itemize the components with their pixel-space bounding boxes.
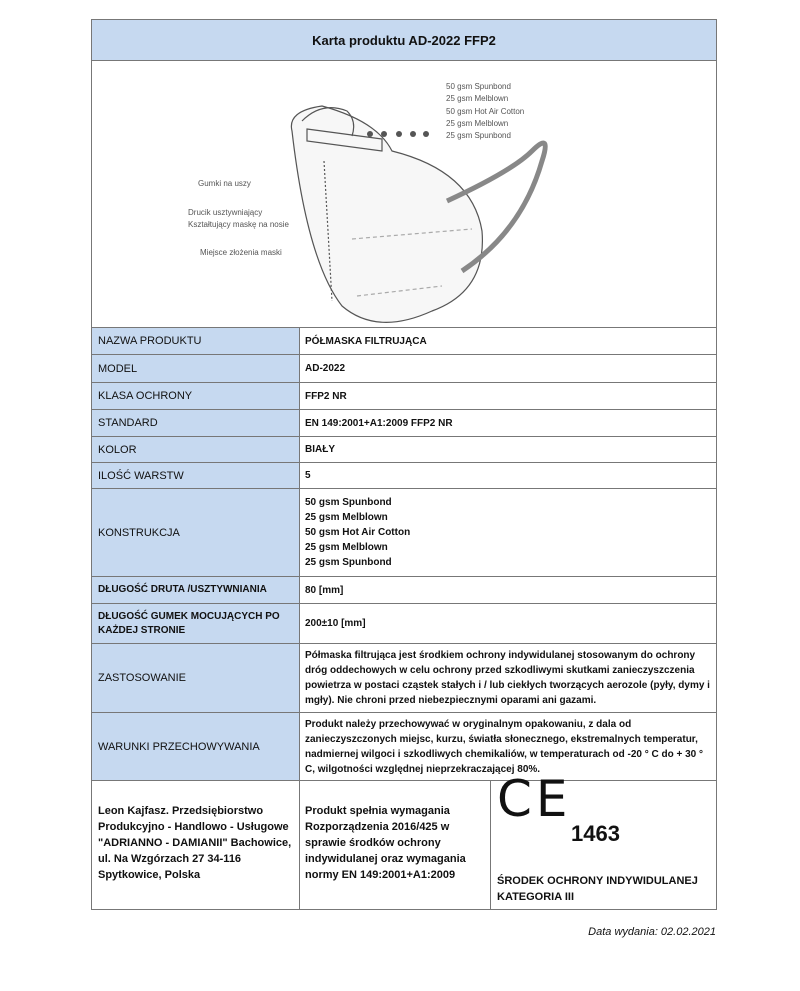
card-title: Karta produktu AD-2022 FFP2	[92, 20, 716, 61]
layer-label: 25 gsm Spunbond	[446, 131, 511, 141]
spec-value	[300, 604, 716, 643]
spec-value	[300, 644, 716, 712]
spec-row	[92, 355, 716, 383]
spec-value-line: 25 gsm Spunbond	[305, 557, 392, 568]
spec-label: ILOŚĆ WARSTW	[92, 463, 300, 488]
spec-label: KOLOR	[92, 437, 300, 462]
ear-loop-label: Gumki na uszy	[198, 179, 251, 188]
spec-row	[92, 328, 716, 355]
spec-value	[300, 463, 716, 488]
spec-value	[300, 355, 716, 382]
spec-label: DŁUGOŚĆ DRUTA /USZTYWNIANIA	[92, 577, 300, 603]
layer-label: 50 gsm Spunbond	[446, 82, 511, 91]
product-card	[91, 19, 717, 910]
spec-value-line: Półmaska filtrująca jest środkiem ochrony indywidulanej stosowanym do ochrony dróg oddechowych w celu ochrony przed szkodliwymi skutkami zanieczyszczenia powietrza w postaci cząstek stałych i / lub ciekłych tworzących aerozole (pyły, dymy i mgły). Nie chroni przed niebezpiecznymi oparami ani gazami.	[305, 650, 710, 706]
spec-label: NAZWA PRODUKTU	[92, 328, 300, 354]
spec-value	[300, 383, 716, 409]
spec-row	[92, 437, 716, 463]
ppe-category: ŚRODEK OCHRONY INDYWIDULANEJ KATEGORIA III	[497, 875, 698, 903]
fold-label: Miejsce złożenia maski	[200, 248, 282, 257]
nose-wire-label-2: Kształtujący maskę na nosie	[188, 220, 289, 229]
spec-label: MODEL	[92, 355, 300, 382]
compliance-info: Produkt spełnia wymagania Rozporządzenia 2016/425 w sprawie środków ochrony indywidulanej oraz wymagania normy EN 149:2001+A1:2009	[300, 781, 491, 909]
spec-value-line: PÓŁMASKA FILTRUJĄCA	[305, 335, 427, 347]
spec-value-line: 80 [mm]	[305, 584, 344, 596]
spec-value	[300, 410, 716, 436]
manufacturer-info: Leon Kajfasz. Przedsiębiorstwo Produkcyjno - Handlowo - Usługowe "ADRIANNO - DAMIANII" Bachowice, ul. Na Wzgórzach 27 34-116 Spytkowice, Polska	[92, 781, 300, 909]
ce-mark: CE	[497, 770, 572, 828]
mask-diagram	[92, 61, 716, 328]
nose-wire-label: Drucik usztywniający	[188, 208, 263, 217]
layer-label: 50 gsm Hot Air Cotton	[446, 106, 525, 116]
spec-value	[300, 437, 716, 462]
spec-value-line: AD-2022	[305, 363, 346, 374]
spec-value-line: Produkt należy przechowywać w oryginalnym opakowaniu, z dala od zanieczyszczonych miejsc, kurzu, światła słonecznego, ekstremalnych temperatur, nadmiernej wilgoci i szkodliwych chemikaliów, w temperaturach od -20 ° C do + 30 ° C, wilgotności względnej nieprzekraczającej 80%.	[305, 718, 704, 775]
spec-value-line: 25 gsm Melblown	[305, 542, 388, 553]
spec-label: KONSTRUKCJA	[92, 489, 300, 576]
spec-value-line: 25 gsm Melblown	[305, 512, 388, 523]
spec-value-line: 50 gsm Hot Air Cotton	[305, 527, 411, 538]
spec-label: WARUNKI PRZECHOWYWANIA	[92, 713, 300, 780]
spec-label: DŁUGOŚĆ GUMEK MOCUJĄCYCH PO KAŻDEJ STRONIE	[92, 604, 300, 643]
footer-row	[92, 770, 716, 909]
spec-value-line: 200±10 [mm]	[305, 618, 366, 629]
spec-value-line: FFP2 NR	[305, 390, 347, 402]
spec-row	[92, 489, 716, 577]
spec-row	[92, 463, 716, 489]
spec-label: STANDARD	[92, 410, 300, 436]
mask-illustration	[92, 61, 716, 327]
spec-value	[300, 328, 716, 354]
layer-labels	[446, 81, 524, 142]
spec-row	[92, 644, 716, 713]
spec-label: ZASTOSOWANIE	[92, 644, 300, 712]
spec-value	[300, 489, 716, 576]
spec-row	[92, 577, 716, 604]
spec-row	[92, 383, 716, 410]
issue-date: Data wydania: 02.02.2021	[588, 926, 716, 938]
spec-row	[92, 713, 716, 781]
spec-value-line: EN 149:2001+A1:2009 FFP2 NR	[305, 417, 453, 429]
layer-label: 25 gsm Melblown	[446, 118, 509, 128]
spec-label: KLASA OCHRONY	[92, 383, 300, 409]
spec-row	[92, 604, 716, 644]
ce-mark-cell	[491, 770, 716, 909]
spec-value-line: 5	[305, 470, 311, 481]
notified-body-number: 1463	[571, 821, 620, 846]
spec-value	[300, 577, 716, 603]
spec-value-line: 50 gsm Spunbond	[305, 497, 392, 508]
spec-row	[92, 410, 716, 437]
layer-label: 25 gsm Melblown	[446, 94, 509, 104]
spec-value-line: BIAŁY	[305, 444, 335, 455]
